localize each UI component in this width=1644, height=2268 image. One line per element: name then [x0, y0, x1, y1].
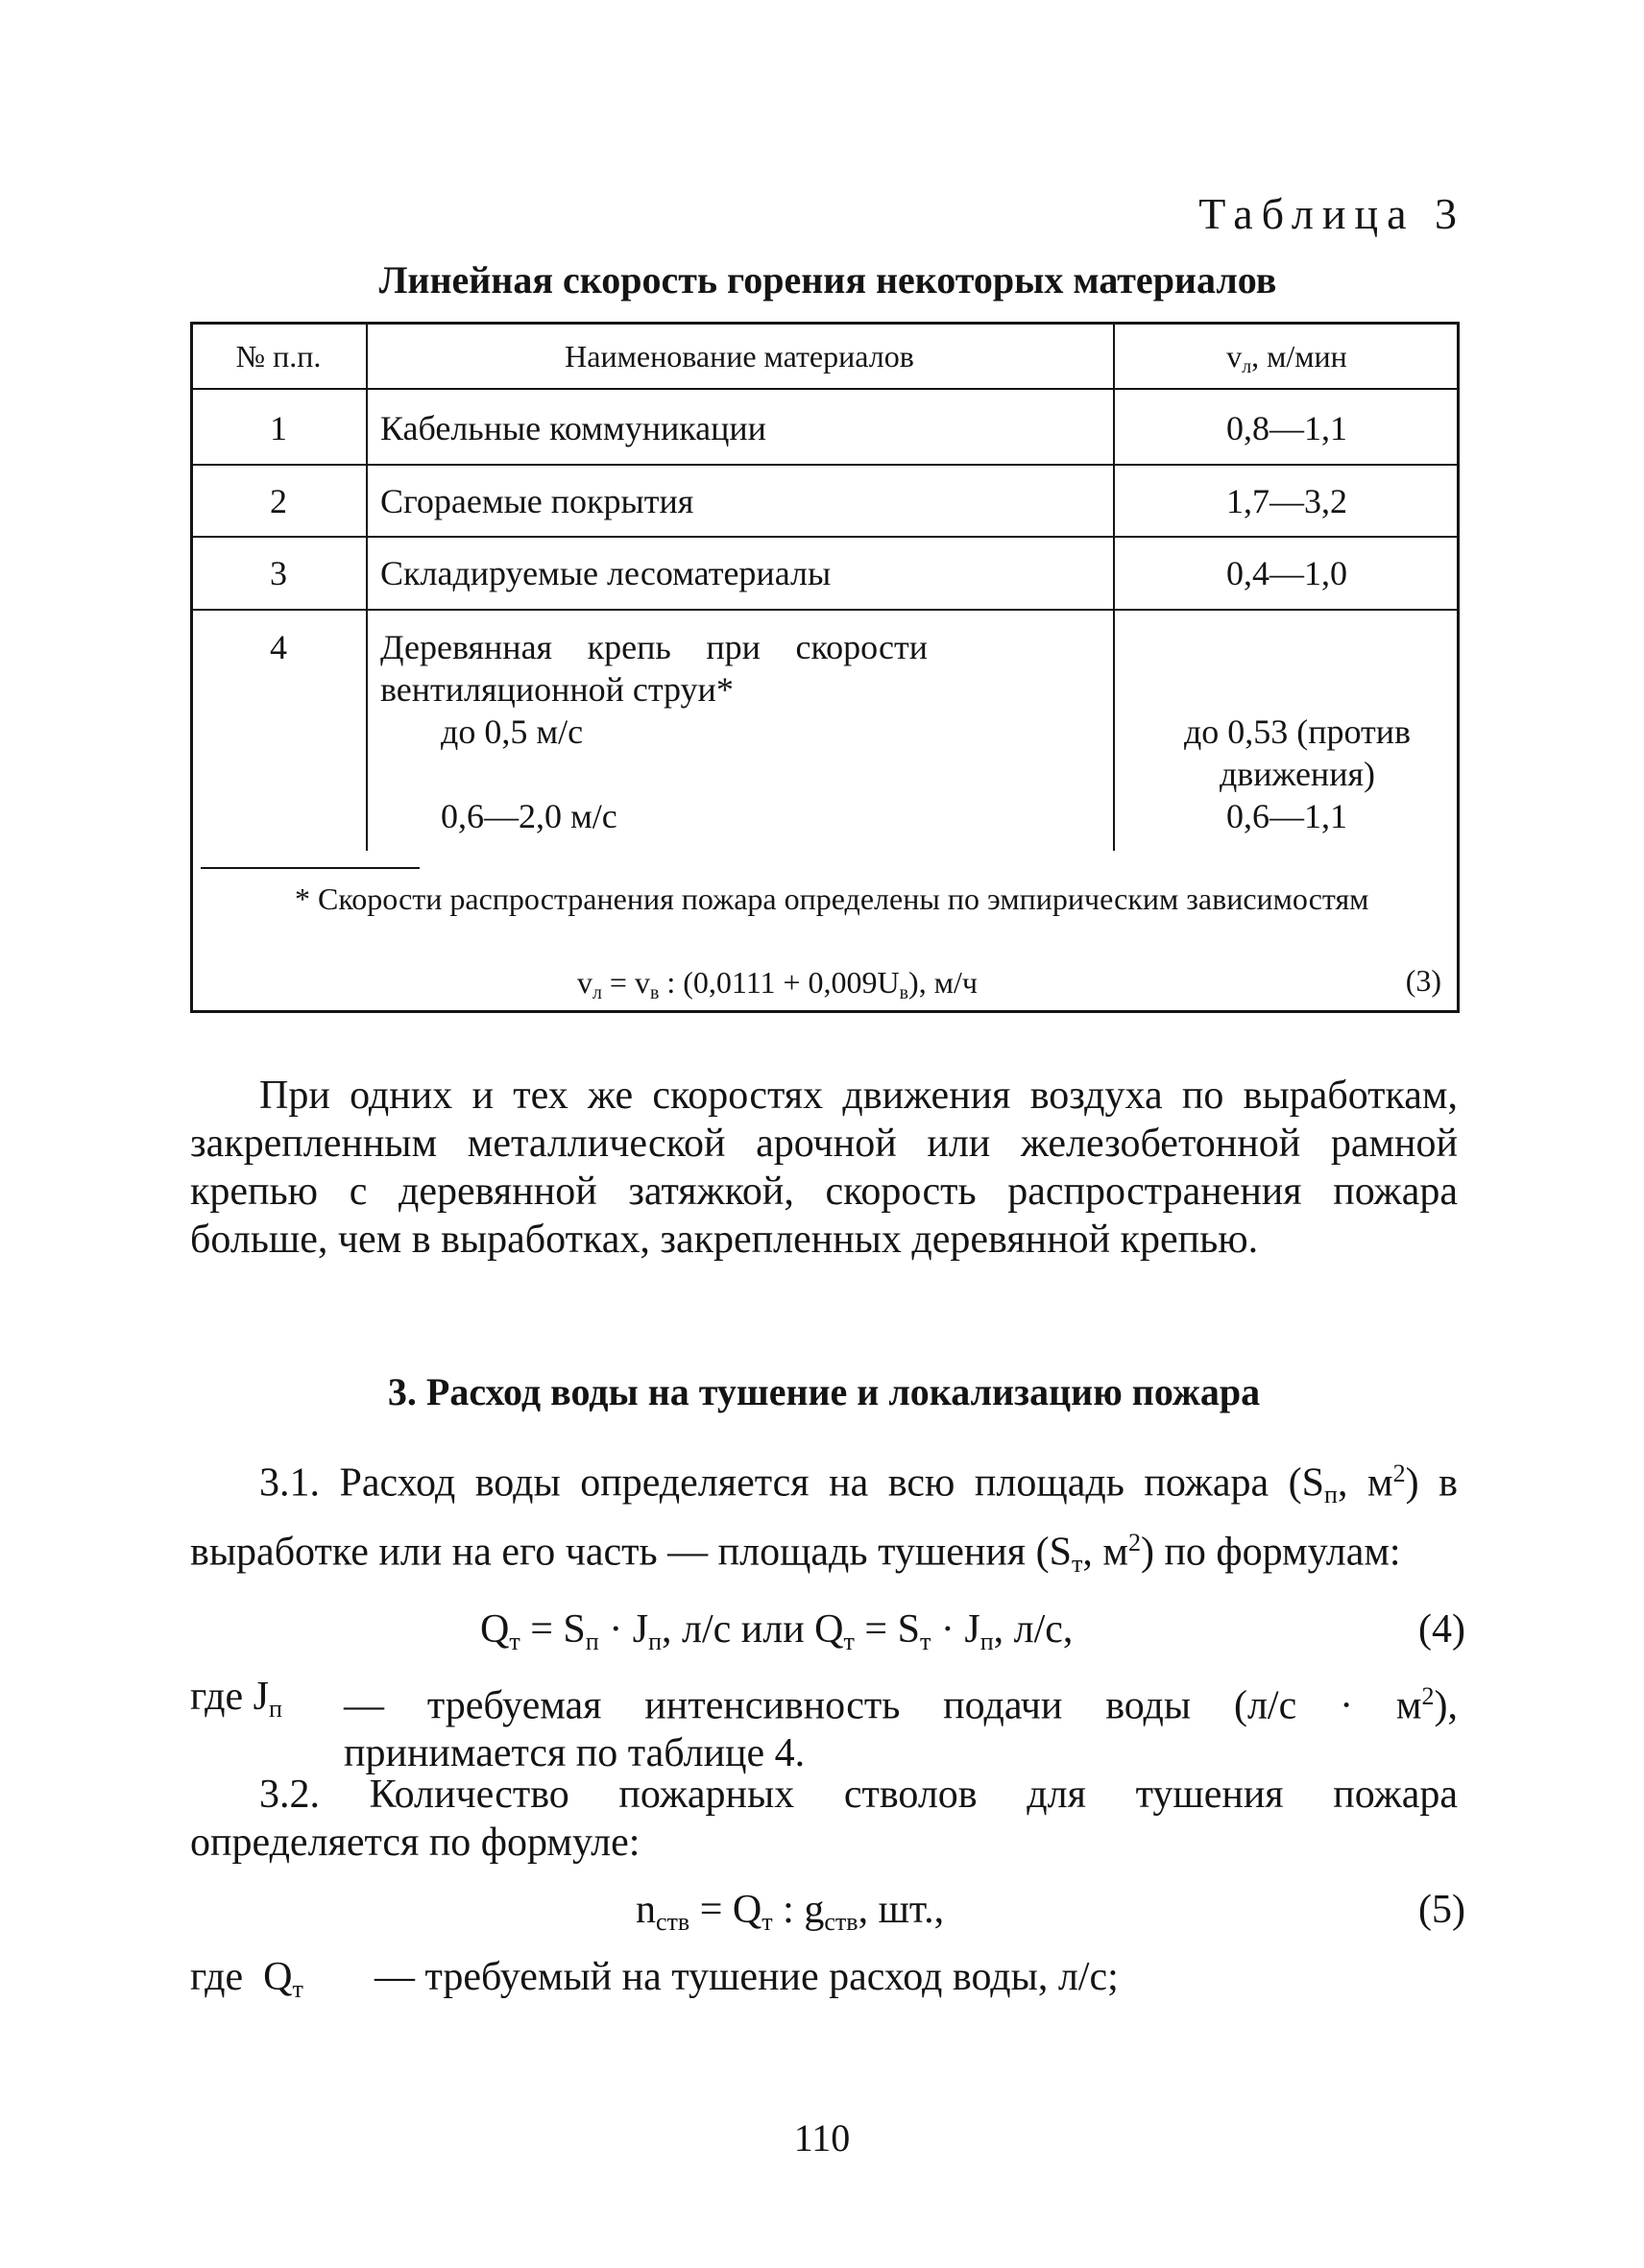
table-rule: [193, 388, 1457, 390]
header-name: Наименование материалов: [565, 339, 914, 374]
burning-speed-table: [190, 322, 1460, 1013]
section-heading: 3. Расход воды на тушение и локализацию пожара: [387, 1370, 1261, 1413]
footnote-rule: [201, 867, 420, 869]
formula-4: $Q_т = S_п \cdot J_п$, л/с или $Q_т = S_т \cdot J_п$, л/с,: [480, 1607, 1074, 1655]
row-2-value: 1,7—3,2: [1226, 482, 1347, 520]
paragraph-3-2: 3.2. Количество пожарных стволов для тушения пожара определяется по формуле:: [190, 1773, 1458, 1865]
row-4-val1: до 0,53 (против движения): [1183, 712, 1412, 793]
row-3-name: Складируемые лесоматериалы: [380, 554, 832, 592]
header-speed: $v_л$, м/мин: [1226, 339, 1347, 377]
row-3-value: 0,4—1,0: [1226, 554, 1347, 592]
definition-term-q: где $Q_т$: [190, 1955, 303, 2003]
footnote-text: * Скорости распространения пожара определены по эмпирическим зависимостям: [295, 881, 1369, 916]
table-title: Линейная скорость горения некоторых материалов: [378, 258, 1277, 302]
row-4-sub2: 0,6—2,0 м/с: [441, 797, 617, 835]
row-4-sub1: до 0,5 м/с: [441, 712, 584, 751]
definition-term-j: где $J_п$: [190, 1675, 282, 1723]
definition-body-q: — требуемый на тушение расход воды, л/с;: [375, 1955, 1119, 1999]
footnote-formula: $v_л = v_в$ : $(0,0111 + 0,009U_в)$, м/ч: [577, 965, 978, 1003]
formula-5: $n_{ств} = Q_т$ : $g_{ств}$, шт.,: [636, 1888, 945, 1936]
page-number: 110: [793, 2116, 851, 2159]
table-label: Таблица 3: [1198, 189, 1465, 238]
row-1-num: 1: [270, 409, 287, 447]
row-4-num: 4: [270, 628, 287, 666]
row-2-name: Сгораемые покрытия: [380, 482, 694, 520]
table-rule: [366, 325, 368, 851]
formula-4-number: (4): [1418, 1607, 1465, 1652]
paragraph-airflow: При одних и тех же скоростях движения воздуха по выработкам, закрепленным металлической арочной или железобетонной рамной крепью с деревянной затяжкой, скорость распространения пожара больше, чем в выработках, закрепленных деревянной крепью.: [190, 1074, 1458, 1262]
row-3-num: 3: [270, 554, 287, 592]
row-1-value: 0,8—1,1: [1226, 409, 1347, 447]
footnote-eq-number: (3): [1405, 963, 1441, 998]
row-2-num: 2: [270, 482, 287, 520]
table-rule: [193, 536, 1457, 538]
header-num: № п.п.: [235, 339, 322, 374]
paragraph-3-1: 3.1. Расход воды определяется на всю площадь пожара ($S_п$, $м^2$) в выработке или на его часть — площадь тушения ($S_т$, $м^2$) по формулам:: [190, 1460, 1458, 1579]
definition-body-j: — требуемая интенсивность подачи воды $(л/с \cdot м^2)$, принимается по таблице 4.: [344, 1682, 1458, 1776]
row-4-name: Деревянная крепь при скорости вентиляционной струи*: [380, 628, 928, 709]
row-1-name: Кабельные коммуникации: [380, 409, 766, 447]
table-rule: [193, 464, 1457, 466]
row-4-val2: 0,6—1,1: [1226, 797, 1347, 835]
formula-5-number: (5): [1418, 1888, 1465, 1932]
table-rule: [193, 609, 1457, 611]
